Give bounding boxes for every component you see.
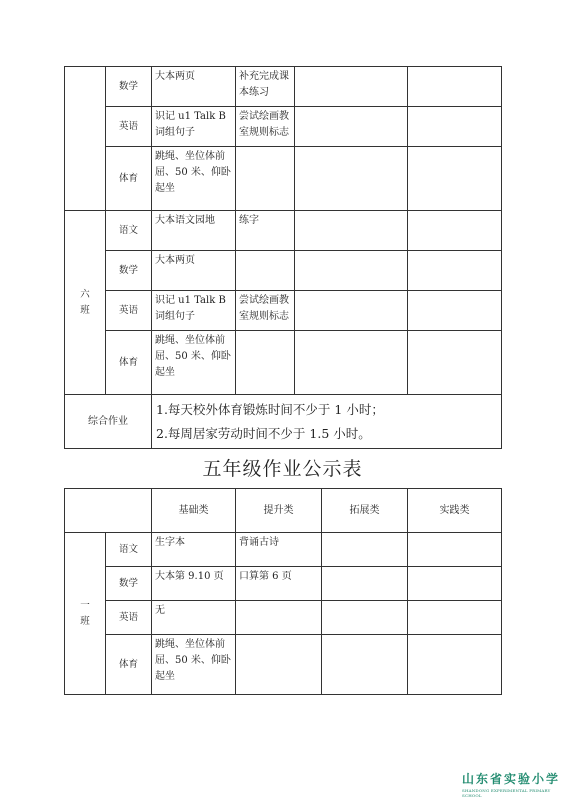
table-row: [65, 251, 502, 291]
grade-homework-table-top: [64, 66, 502, 449]
comprehensive-content: [152, 395, 502, 449]
subject-cell: 语文: [106, 211, 152, 251]
practice-cell: [408, 635, 502, 695]
improve-cell: 补充完成课本练习: [236, 67, 295, 107]
practice-cell: [408, 211, 502, 251]
extend-cell: [295, 147, 408, 211]
header-empty-cell: [65, 489, 152, 533]
extend-cell: [322, 635, 408, 695]
practice-cell: [408, 291, 502, 331]
subject-cell: 体育: [106, 147, 152, 211]
basic-cell: 识记 u1 Talk B 词组句子: [152, 291, 236, 331]
table-row: [65, 67, 502, 107]
table-row: [65, 211, 502, 251]
comprehensive-line: 2.每周居家劳动时间不少于 1.5 小时。: [156, 425, 371, 441]
table-row: [65, 291, 502, 331]
extend-cell: [322, 567, 408, 601]
header-practice: 实践类: [408, 489, 502, 533]
class-label-6: [65, 211, 106, 395]
subject-cell: 体育: [106, 331, 152, 395]
practice-cell: [408, 533, 502, 567]
improve-cell: 背诵古诗: [236, 533, 322, 567]
extend-cell: [295, 211, 408, 251]
extend-cell: [295, 291, 408, 331]
class-label-text: 一 班: [80, 599, 90, 627]
improve-cell: 口算第 6 页: [236, 567, 322, 601]
school-logo: [462, 770, 562, 798]
header-basic: 基础类: [152, 489, 236, 533]
improve-cell: [236, 251, 295, 291]
extend-cell: [295, 331, 408, 395]
subject-cell: 英语: [106, 291, 152, 331]
comprehensive-line: 1.每天校外体育锻炼时间不少于 1 小时；: [156, 401, 384, 417]
basic-cell: 识记 u1 Talk B 词组句子: [152, 107, 236, 147]
page-title: 五年级作业公示表: [202, 458, 363, 480]
basic-cell: 大本第 9.10 页: [152, 567, 236, 601]
comprehensive-label: 综合作业: [65, 395, 152, 449]
extend-cell: [322, 533, 408, 567]
improve-cell: [236, 601, 322, 635]
table-row: [65, 601, 502, 635]
basic-cell: 生字本: [152, 533, 236, 567]
table-row: [65, 107, 502, 147]
table-row: [65, 635, 502, 695]
subject-cell: 英语: [106, 107, 152, 147]
subject-cell: 数学: [106, 67, 152, 107]
header-extend: 拓展类: [322, 489, 408, 533]
improve-cell: 尝试绘画教室规则标志: [236, 107, 295, 147]
practice-cell: [408, 331, 502, 395]
table-row: [65, 533, 502, 567]
subject-cell: 英语: [106, 601, 152, 635]
basic-cell: 跳绳、坐位体前屈、50 米、仰卧起坐: [152, 147, 236, 211]
grade5-homework-table: [64, 488, 502, 695]
practice-cell: [408, 67, 502, 107]
improve-cell: [236, 147, 295, 211]
subject-cell: 语文: [106, 533, 152, 567]
basic-cell: 无: [152, 601, 236, 635]
practice-cell: [408, 147, 502, 211]
basic-cell: 大本两页: [152, 67, 236, 107]
practice-cell: [408, 107, 502, 147]
school-logo-name: 山东省实验小学: [462, 772, 561, 786]
table-row: [65, 567, 502, 601]
table-row-comprehensive: [65, 395, 502, 449]
basic-cell: 大本语文园地: [152, 211, 236, 251]
practice-cell: [408, 567, 502, 601]
table-row: [65, 147, 502, 211]
basic-cell: 跳绳、坐位体前屈、50 米、仰卧起坐: [152, 635, 236, 695]
basic-cell: 大本两页: [152, 251, 236, 291]
header-improve: 提升类: [236, 489, 322, 533]
table-row: [65, 331, 502, 395]
practice-cell: [408, 601, 502, 635]
improve-cell: 尝试绘画教室规则标志: [236, 291, 295, 331]
class-cell: [65, 67, 106, 211]
extend-cell: [295, 67, 408, 107]
practice-cell: [408, 251, 502, 291]
improve-cell: [236, 635, 322, 695]
subject-cell: 体育: [106, 635, 152, 695]
class-label-1: [65, 533, 106, 695]
class-label-text: 六 班: [80, 288, 90, 316]
improve-cell: [236, 331, 295, 395]
school-logo-english: SHANDONG EXPERIMENTAL PRIMARY SCHOOL: [462, 788, 551, 798]
table-header-row: [65, 489, 502, 533]
subject-cell: 数学: [106, 251, 152, 291]
extend-cell: [295, 251, 408, 291]
subject-cell: 数学: [106, 567, 152, 601]
extend-cell: [322, 601, 408, 635]
basic-cell: 跳绳、坐位体前屈、50 米、仰卧起坐: [152, 331, 236, 395]
improve-cell: 练字: [236, 211, 295, 251]
extend-cell: [295, 107, 408, 147]
